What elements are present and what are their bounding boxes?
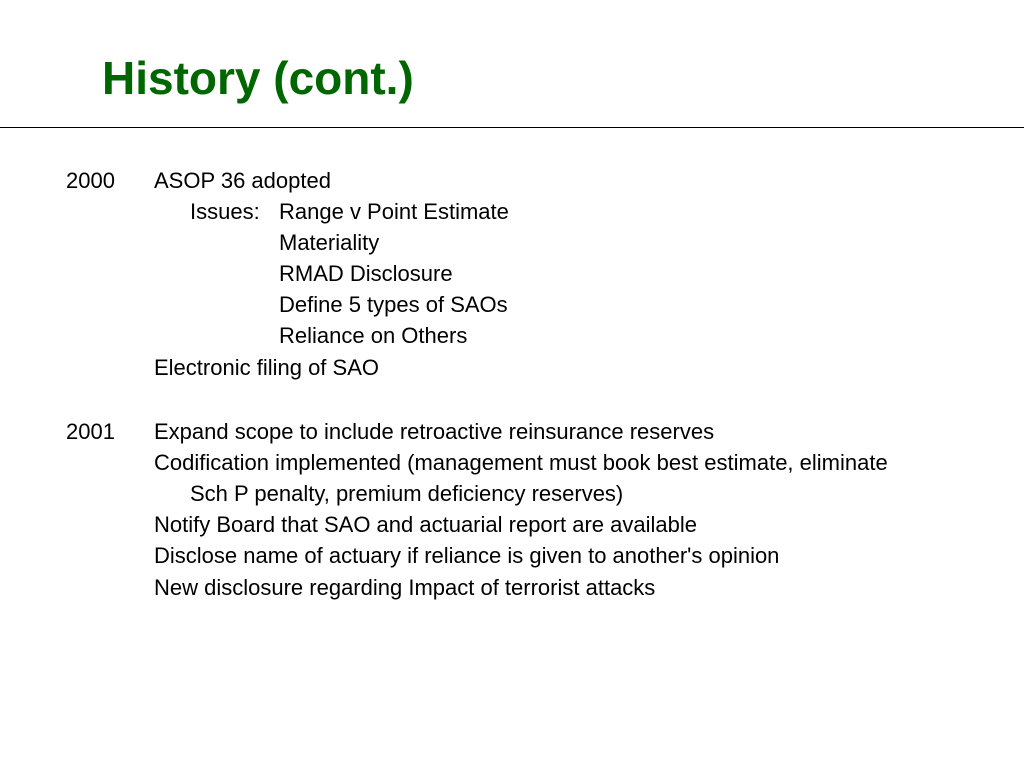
issue-item: Materiality: [279, 230, 380, 255]
item-2001: Expand scope to include retroactive reinsurance reserves: [154, 419, 715, 444]
item-2001: New disclosure regarding Impact of terrorist attacks: [154, 575, 656, 600]
issue-item: Reliance on Others: [279, 323, 468, 348]
item-electronic-filing: Electronic filing of SAO: [154, 355, 379, 380]
title-divider: [0, 127, 1024, 128]
slide-title: History (cont.): [102, 52, 414, 104]
issue-item: Range v Point Estimate: [279, 199, 509, 224]
year-2000-label: 2000: [66, 168, 115, 193]
year-2001-label: 2001: [66, 419, 115, 444]
item-2001-continuation: Sch P penalty, premium deficiency reserves): [190, 481, 624, 506]
item-asop-36: ASOP 36 adopted: [154, 168, 331, 193]
issues-label: Issues:: [190, 199, 260, 224]
issue-item: RMAD Disclosure: [279, 261, 453, 286]
item-2001: Disclose name of actuary if reliance is given to another's opinion: [154, 543, 780, 568]
item-2001: Notify Board that SAO and actuarial report are available: [154, 512, 697, 537]
issue-item: Define 5 types of SAOs: [279, 292, 508, 317]
item-2001: Codification implemented (management must book best estimate, eliminate: [154, 450, 888, 475]
